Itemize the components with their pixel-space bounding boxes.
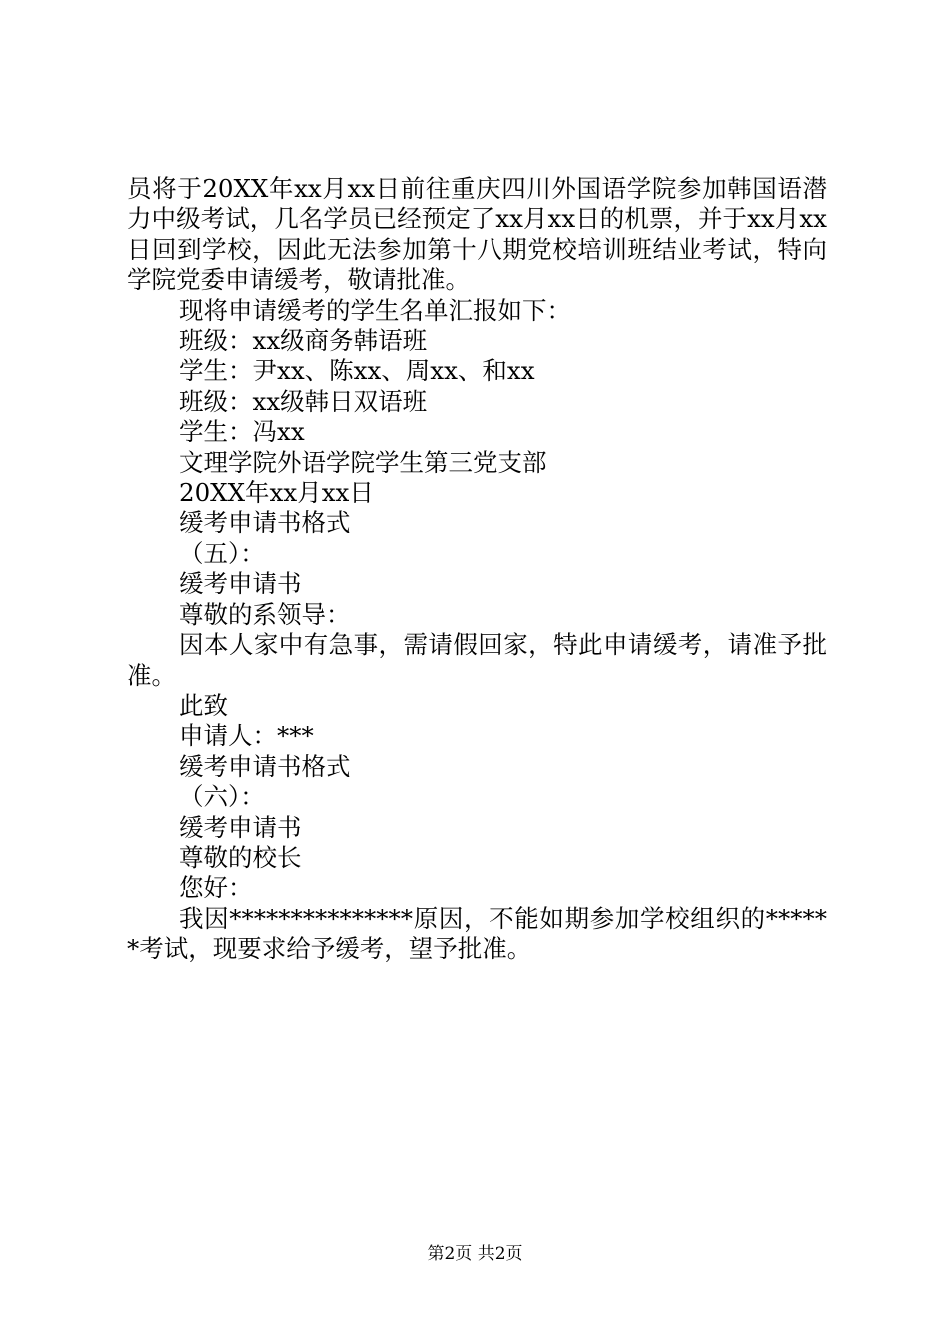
applicant-5: 申请人：***: [179, 721, 314, 751]
closing-5: 此致: [179, 690, 228, 720]
section-number-6: （六）：: [179, 782, 265, 812]
paragraph-list-intro: 现将申请缓考的学生名单汇报如下：: [179, 295, 571, 325]
letter-title-6: 缓考申请书: [179, 812, 302, 842]
salutation-5: 尊敬的系领导：: [179, 599, 351, 629]
paragraph-signature-date: 20XX年xx月xx日: [179, 478, 374, 508]
salutation-6: 尊敬的校长: [179, 842, 302, 872]
paragraph-continuation: 员将于20XX年xx月xx日前往重庆四川外国语学院参加韩国语潜力中级考试，几名学员已经预定了xx月xx日的机票，并于xx月xx日回到学校，因此无法参加第十八期党校培训班结业考试，特向学院党委申请缓考，敬请批准。: [127, 174, 827, 295]
paragraph-class-1: 班级：xx级商务韩语班: [179, 326, 428, 356]
page-footer: [0, 1244, 950, 1264]
document-body: [127, 174, 827, 965]
paragraph-signature-org: 文理学院外语学院学生第三党支部: [179, 447, 547, 477]
section-heading-format-5: 缓考申请书格式: [179, 508, 351, 538]
page-number-label: 第2页 共2页: [427, 1244, 523, 1264]
letter-body-5: 因本人家中有急事，需请假回家，特此申请缓考，请准予批准。: [127, 630, 827, 690]
section-heading-format-6: 缓考申请书格式: [179, 751, 351, 781]
paragraph-students-1: 学生：尹xx、陈xx、周xx、和xx: [179, 356, 535, 386]
letter-body-6: 我因***************原因，不能如期参加学校组织的******考试，现要求给予缓考，望予批准。: [127, 903, 827, 964]
section-number-5: （五）：: [179, 538, 265, 568]
paragraph-class-2: 班级：xx级韩日双语班: [179, 386, 428, 416]
letter-title-5: 缓考申请书: [179, 569, 302, 599]
greeting-6: 您好：: [179, 873, 253, 903]
paragraph-students-2: 学生：冯xx: [179, 417, 305, 447]
